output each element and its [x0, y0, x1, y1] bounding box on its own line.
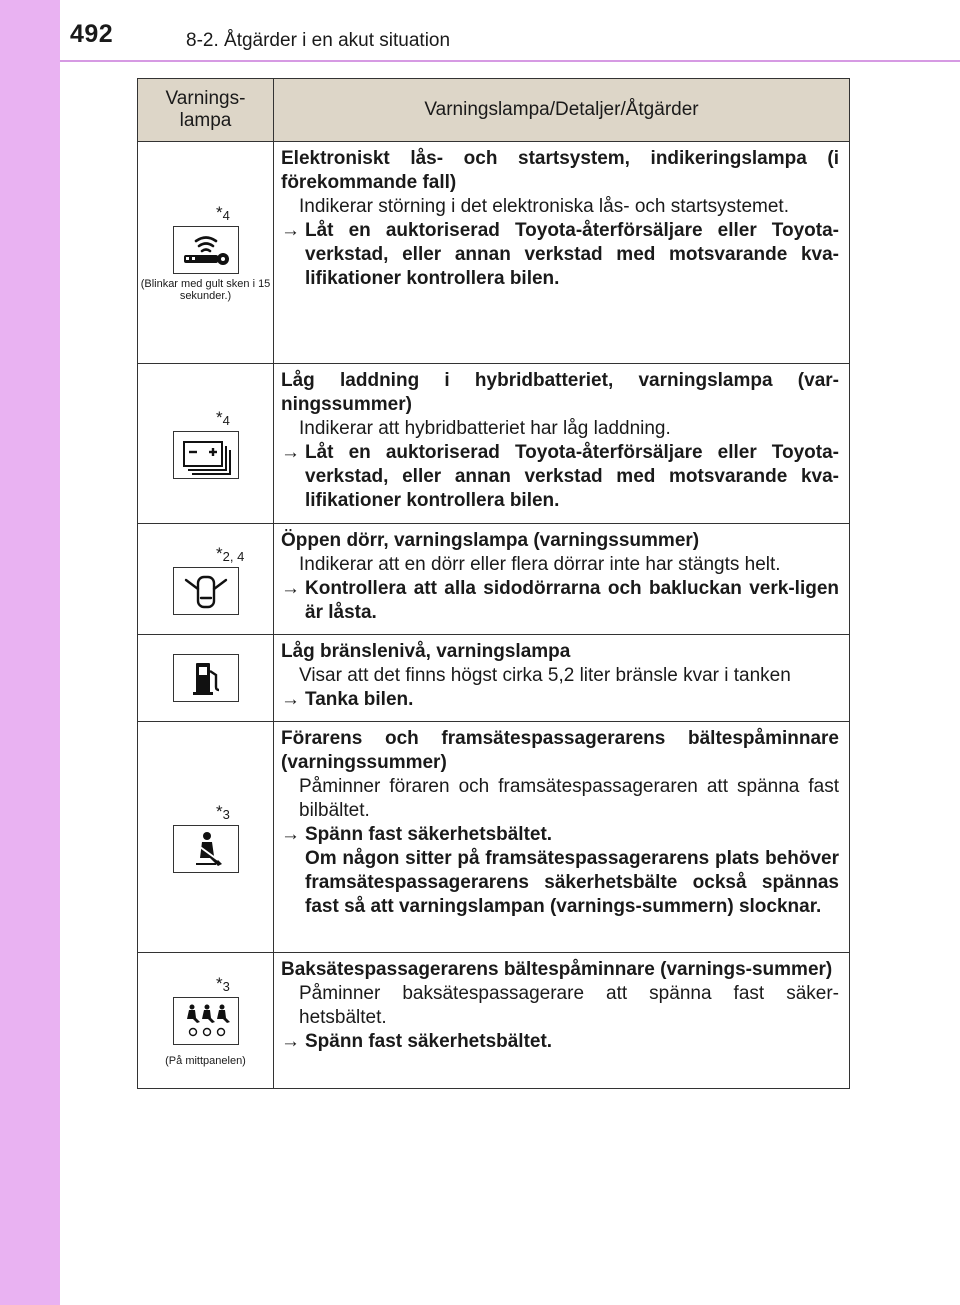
table-header-row [138, 79, 850, 142]
footnote-marker: *$^4$ [216, 408, 230, 428]
lamp-action: → Låt en auktoriserad Toyota-återförsäljare eller Toyota-verkstad, eller annan verkstad med motsvarande kva-lifikationer kontrollera bilen. [281, 442, 839, 511]
chapter-side-bar [0, 0, 60, 1305]
table-row [138, 524, 850, 635]
lamp-description: Påminner baksätespassagerare att spänna fast säker-hetsbältet. [299, 983, 839, 1028]
lamp-extra-note: Om någon sitter på framsätespassagerarens plats behöver framsätespassagerarens säkerhetsbälte också spännas fast så att varningslampan (varnings-summern) slocknar. [305, 848, 839, 917]
arrow-icon: → [281, 220, 300, 241]
footnote-marker: *$^{2, 4}$ [216, 543, 245, 564]
section-title: 8-2. Åtgärder i en akut situation [186, 30, 451, 51]
lamp-action: → Tanka bilen. [281, 689, 414, 710]
table-row [138, 142, 850, 364]
lamp-action: → Kontrollera att alla sidodörrarna och bakluckan verk-ligen är låsta. [281, 578, 839, 623]
lamp-title: Förarens och framsätespassagerarens bältespåminnare (varningssummer) [281, 728, 839, 773]
footnote-marker: *$^3$ [216, 801, 230, 822]
lamp-action: → Låt en auktoriserad Toyota-återförsäljare eller Toyota-verkstad, eller annan verkstad med motsvarande kva-lifikationer kontrollera bilen. [281, 220, 839, 289]
header-divider [60, 60, 960, 62]
details-cell [274, 635, 850, 722]
arrow-icon: → [281, 578, 300, 599]
lamp-caption: (Blinkar med gult sken i 15 sekunder.) [140, 278, 271, 302]
lamp-description: Indikerar störning i det elektroniska lås- och startsystemet. [299, 196, 789, 217]
details-cell [274, 953, 850, 1089]
lamp-title: Låg bränslenivå, varningslampa [281, 641, 571, 662]
page-header [60, 0, 960, 62]
arrow-icon: → [281, 689, 300, 710]
details-cell [274, 364, 850, 524]
table-row [138, 364, 850, 524]
lamp-cell [138, 142, 274, 364]
lamp-title: Elektroniskt lås- och startsystem, indikeringslampa (i förekommande fall) [281, 148, 839, 193]
lamp-description: Indikerar att hybridbatteriet har låg laddning. [299, 418, 671, 439]
lamp-title: Baksätespassagerarens bältespåminnare (varnings-summer) [281, 959, 833, 980]
lamp-cell [138, 364, 274, 524]
warning-lamp-table [137, 78, 850, 1089]
page-number: 492 [70, 20, 114, 48]
arrow-icon: → [281, 442, 300, 463]
electronic-key-warning-icon [173, 226, 239, 274]
lamp-description: Indikerar att en dörr eller flera dörrar inte har stängts helt. [299, 554, 781, 575]
header-lamp-label: Varnings- lampa [165, 88, 246, 131]
lamp-description: Påminner föraren och framsätespassageraren att spänna fast bilbältet. [299, 776, 839, 821]
lamp-title: Öppen dörr, varningslampa (varningssummer) [281, 530, 700, 551]
lamp-action: → Spänn fast säkerhetsbältet. [281, 1031, 553, 1052]
lamp-title: Låg laddning i hybridbatteriet, varningslampa (var-ningssummer) [281, 370, 839, 415]
footnote-marker: *$^3$ [216, 974, 230, 994]
arrow-icon: → [281, 1031, 300, 1052]
details-cell [274, 722, 850, 953]
lamp-cell [138, 524, 274, 635]
arrow-icon: → [281, 824, 300, 845]
lamp-cell [138, 953, 274, 1089]
fuel-pump-icon [173, 654, 239, 702]
lamp-action: → Spänn fast säkerhetsbältet. [281, 824, 553, 845]
table-row [138, 635, 850, 722]
details-cell [274, 142, 850, 364]
lamp-cell [138, 722, 274, 953]
details-cell [274, 524, 850, 635]
lamp-caption: (På mittpanelen) [165, 1055, 246, 1067]
lamp-cell [138, 635, 274, 722]
lamp-description: Visar att det finns högst cirka 5,2 liter bränsle kvar i tanken [299, 665, 791, 686]
footnote-marker: *$^4$ [216, 203, 230, 223]
table-row [138, 722, 850, 953]
header-details: Varningslampa/Detaljer/Åtgärder [274, 79, 850, 142]
hybrid-battery-icon [173, 431, 239, 479]
seatbelt-reminder-icon [173, 825, 239, 873]
door-open-icon [173, 567, 239, 615]
header-lamp [138, 79, 274, 142]
table-row [138, 953, 850, 1089]
rear-seatbelt-reminder-icon [173, 997, 239, 1045]
